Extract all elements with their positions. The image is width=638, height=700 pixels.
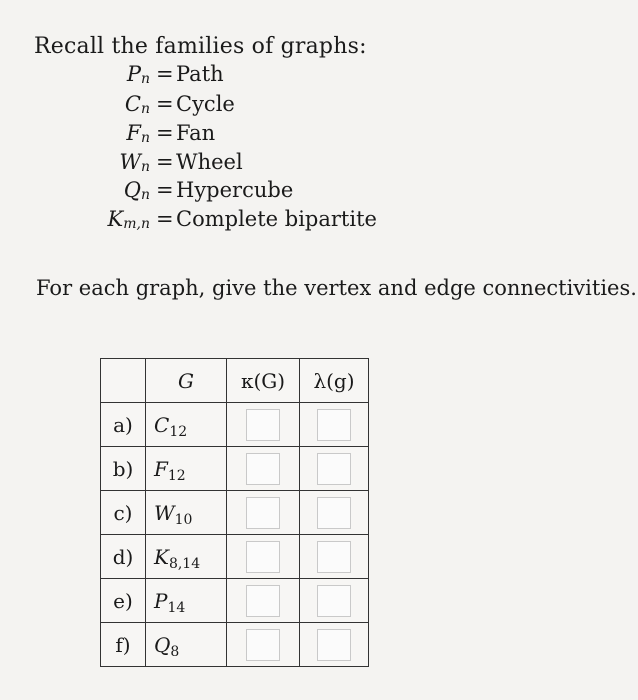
- family-name: Complete bipartite: [176, 207, 377, 231]
- family-symbol: $P_n$: [126, 62, 150, 87]
- row-label: c): [101, 491, 146, 535]
- edge-connectivity-cell: [300, 579, 369, 623]
- family-symbol: $F_n$: [126, 121, 150, 146]
- equals-sign: =: [156, 207, 174, 231]
- row-graph: $C_{12}$: [146, 403, 227, 447]
- equals-sign: =: [156, 121, 174, 145]
- edge-answer-box[interactable]: [317, 453, 351, 485]
- equals-sign: =: [156, 178, 174, 202]
- header-graph: G: [146, 359, 227, 403]
- vertex-answer-box[interactable]: [246, 453, 280, 485]
- family-symbol: $K_{m,n}$: [107, 207, 150, 232]
- family-symbol: $Q_n$: [123, 178, 150, 203]
- edge-connectivity-cell: [300, 491, 369, 535]
- table-row: [101, 535, 369, 579]
- row-label: b): [101, 447, 146, 491]
- row-graph: $Q_8$: [146, 623, 227, 667]
- row-label: d): [101, 535, 146, 579]
- edge-connectivity-cell: [300, 623, 369, 667]
- family-symbol: $C_n$: [124, 92, 150, 117]
- instruction-text: For each graph, give the vertex and edge connectivities.: [36, 276, 637, 300]
- family-symbol: $W_n$: [119, 150, 150, 175]
- vertex-connectivity-cell: [227, 579, 300, 623]
- edge-answer-box[interactable]: [317, 585, 351, 617]
- edge-connectivity-cell: [300, 535, 369, 579]
- row-graph: $K_{8,14}$: [146, 535, 227, 579]
- row-graph: $P_{14}$: [146, 579, 227, 623]
- edge-answer-box[interactable]: [317, 409, 351, 441]
- row-label: a): [101, 403, 146, 447]
- row-label: f): [101, 623, 146, 667]
- family-name: Path: [176, 62, 224, 86]
- equals-sign: =: [156, 92, 174, 116]
- edge-connectivity-cell: [300, 403, 369, 447]
- vertex-answer-box[interactable]: [246, 497, 280, 529]
- row-graph: $W_{10}$: [146, 491, 227, 535]
- table-row: [101, 447, 369, 491]
- connectivity-table: [100, 358, 369, 667]
- vertex-connectivity-cell: [227, 447, 300, 491]
- vertex-answer-box[interactable]: [246, 541, 280, 573]
- vertex-connectivity-cell: [227, 623, 300, 667]
- row-label: e): [101, 579, 146, 623]
- header-vertex-connectivity: κ(G): [227, 359, 300, 403]
- header-label: [101, 359, 146, 403]
- edge-answer-box[interactable]: [317, 629, 351, 661]
- intro-text: Recall the families of graphs:: [34, 34, 367, 59]
- equals-sign: =: [156, 150, 174, 174]
- family-name: Hypercube: [176, 178, 294, 202]
- edge-answer-box[interactable]: [317, 541, 351, 573]
- vertex-connectivity-cell: [227, 535, 300, 579]
- edge-connectivity-cell: [300, 447, 369, 491]
- table-row: [101, 491, 369, 535]
- table-header-row: [101, 359, 369, 403]
- vertex-connectivity-cell: [227, 403, 300, 447]
- vertex-answer-box[interactable]: [246, 629, 280, 661]
- vertex-answer-box[interactable]: [246, 585, 280, 617]
- table-row: [101, 579, 369, 623]
- vertex-answer-box[interactable]: [246, 409, 280, 441]
- vertex-connectivity-cell: [227, 491, 300, 535]
- equals-sign: =: [156, 62, 174, 86]
- family-name: Fan: [176, 121, 216, 145]
- header-edge-connectivity: λ(g): [300, 359, 369, 403]
- family-name: Wheel: [176, 150, 243, 174]
- table-row: [101, 623, 369, 667]
- table-row: [101, 403, 369, 447]
- edge-answer-box[interactable]: [317, 497, 351, 529]
- family-name: Cycle: [176, 92, 235, 116]
- row-graph: $F_{12}$: [146, 447, 227, 491]
